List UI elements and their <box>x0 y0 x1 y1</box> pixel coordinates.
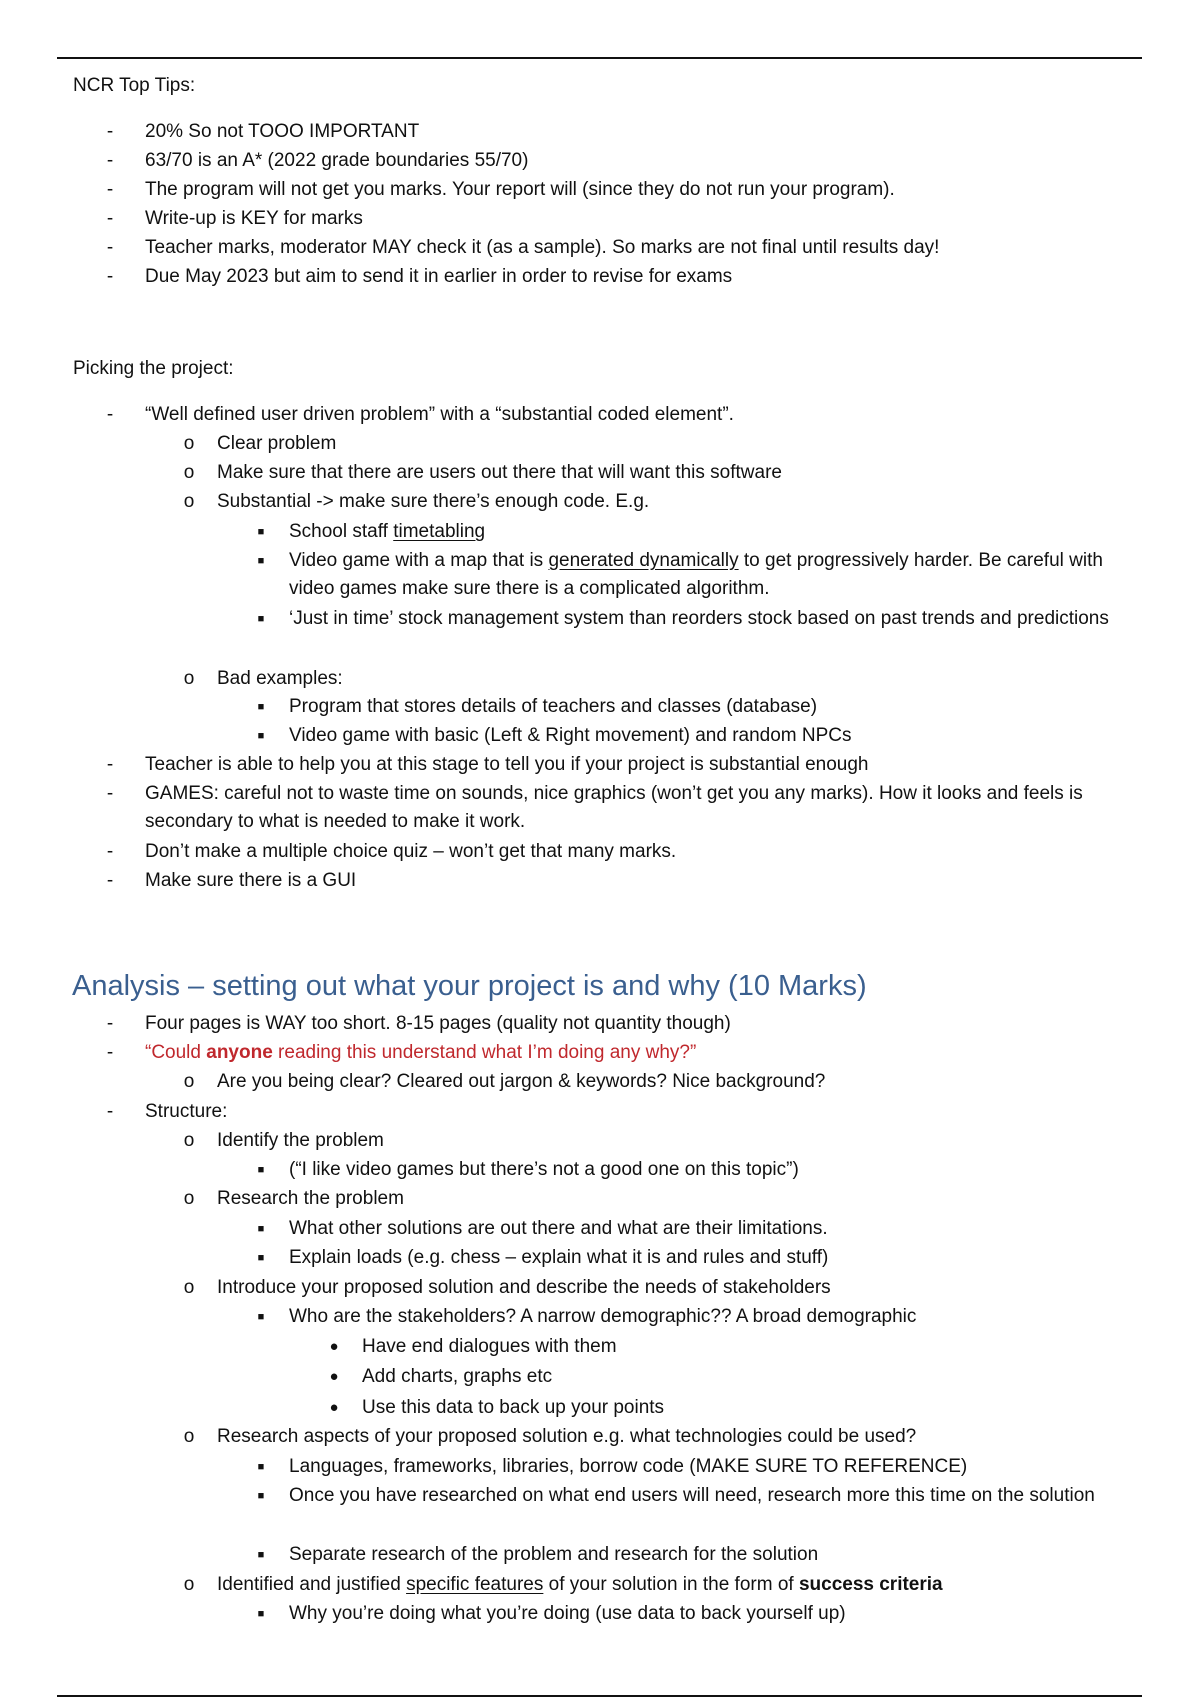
bullet-circle: o <box>183 1130 195 1151</box>
tip-item: Due May 2023 but aim to send it in earlier in order to revise for exams <box>145 266 733 287</box>
bullet-square: ■ <box>257 1164 265 1176</box>
tip-item: 20% So not TOOO IMPORTANT <box>145 121 420 142</box>
structure-subitem: (“I like video games but there’s not a good one on this topic”) <box>289 1159 799 1180</box>
structure-item: Identified and justified specific features of your solution in the form of success criteria <box>217 1574 943 1595</box>
analysis-item: Structure: <box>145 1101 228 1122</box>
bullet-dash: - <box>106 179 114 200</box>
structure-item: Identify the problem <box>217 1130 384 1151</box>
bullet-square: ■ <box>257 555 265 567</box>
stakeholder-item: Use this data to back up your points <box>362 1397 665 1418</box>
bullet-dash: - <box>106 841 114 862</box>
stakeholder-item: Have end dialogues with them <box>362 1336 617 1357</box>
bullet-dash: - <box>106 754 114 775</box>
analysis-quote: “Could anyone reading this understand what I’m doing any why?” <box>145 1042 697 1063</box>
bullet-square: ■ <box>257 1608 265 1620</box>
example-item: Video game with a map that is generated dynamically to get progressively harder. Be careful with video games make sure there is a complicated algorithm. <box>289 550 1103 599</box>
structure-subitem: Languages, frameworks, libraries, borrow code (MAKE SURE TO REFERENCE) <box>289 1456 968 1477</box>
bullet-circle: o <box>183 491 195 512</box>
bullet-circle: o <box>183 668 195 689</box>
structure-item: Introduce your proposed solution and describe the needs of stakeholders <box>217 1277 831 1298</box>
analysis-subitem: Are you being clear? Cleared out jargon & keywords? Nice background? <box>217 1071 826 1092</box>
bullet-square: ■ <box>257 1549 265 1561</box>
bullet-dot: ● <box>329 1399 339 1416</box>
structure-subitem: Why you’re doing what you’re doing (use data to back yourself up) <box>289 1603 846 1624</box>
picking-item: GAMES: careful not to waste time on sounds, nice graphics (won’t get you any marks). How it looks and feels is secondary to what is needed to make it work. <box>145 783 1083 832</box>
bullet-dash: - <box>106 783 114 804</box>
bullet-dash: - <box>106 150 114 171</box>
structure-subitem: Explain loads (e.g. chess – explain what it is and rules and stuff) <box>289 1247 829 1268</box>
analysis-heading: Analysis – setting out what your project is and why (10 Marks) <box>72 970 867 1002</box>
structure-item: Research aspects of your proposed solution e.g. what technologies could be used? <box>217 1426 917 1447</box>
structure-item: Research the problem <box>217 1188 404 1209</box>
bullet-circle: o <box>183 1188 195 1209</box>
bullet-circle: o <box>183 1277 195 1298</box>
analysis-item: Four pages is WAY too short. 8-15 pages (quality not quantity though) <box>145 1013 731 1034</box>
bad-example-item: Program that stores details of teachers and classes (database) <box>289 696 818 717</box>
bullet-square: ■ <box>257 526 265 538</box>
tip-item: The program will not get you marks. Your report will (since they do not run your program). <box>145 179 895 200</box>
picking-item: “Well defined user driven problem” with a “substantial coded element”. <box>145 404 734 425</box>
picking-item: Don’t make a multiple choice quiz – won’t get that many marks. <box>145 841 677 862</box>
stakeholder-item: Add charts, graphs etc <box>362 1366 553 1387</box>
bullet-dash: - <box>106 266 114 287</box>
picking-item: Make sure there is a GUI <box>145 870 357 891</box>
bullet-square: ■ <box>257 1311 265 1323</box>
bullet-dash: - <box>106 208 114 229</box>
bullet-square: ■ <box>257 1490 265 1502</box>
bullet-square: ■ <box>257 1252 265 1264</box>
bullet-square: ■ <box>257 1223 265 1235</box>
top-rule <box>57 57 1142 59</box>
bullet-circle: o <box>183 462 195 483</box>
bullet-dot: ● <box>329 1338 339 1355</box>
bottom-rule <box>57 1695 1142 1697</box>
tip-item: 63/70 is an A* (2022 grade boundaries 55/70) <box>145 150 529 171</box>
bullet-circle: o <box>183 1426 195 1447</box>
bullet-dash: - <box>106 121 114 142</box>
bullet-dot: ● <box>329 1368 339 1385</box>
bullet-dash: - <box>106 1101 114 1122</box>
example-item: School staff timetabling <box>289 521 486 542</box>
tips-title: NCR Top Tips: <box>73 75 196 96</box>
bullet-circle: o <box>183 433 195 454</box>
bullet-square: ■ <box>257 701 265 713</box>
picking-subitem: Make sure that there are users out there that will want this software <box>217 462 782 483</box>
picking-subitem: Clear problem <box>217 433 337 454</box>
bullet-dash: - <box>106 237 114 258</box>
bad-example-item: Video game with basic (Left & Right movement) and random NPCs <box>289 725 852 746</box>
example-item: ‘Just in time’ stock management system than reorders stock based on past trends and predictions <box>289 608 1109 629</box>
tip-item: Write-up is KEY for marks <box>145 208 363 229</box>
bad-examples-title: Bad examples: <box>217 668 343 689</box>
bullet-dash: - <box>106 1013 114 1034</box>
bullet-dash: - <box>106 1042 114 1063</box>
bullet-square: ■ <box>257 1461 265 1473</box>
picking-subitem: Substantial -> make sure there’s enough code. E.g. <box>217 491 650 512</box>
bullet-square: ■ <box>257 730 265 742</box>
structure-subitem: What other solutions are out there and what are their limitations. <box>289 1218 828 1239</box>
tip-item: Teacher marks, moderator MAY check it (as a sample). So marks are not final until results day! <box>145 237 940 258</box>
structure-subitem: Separate research of the problem and research for the solution <box>289 1544 819 1565</box>
bullet-circle: o <box>183 1574 195 1595</box>
picking-item: Teacher is able to help you at this stage to tell you if your project is substantial enough <box>145 754 869 775</box>
bullet-dash: - <box>106 870 114 891</box>
structure-subitem: Who are the stakeholders? A narrow demographic?? A broad demographic <box>289 1306 917 1327</box>
bullet-square: ■ <box>257 613 265 625</box>
bullet-circle: o <box>183 1071 195 1092</box>
structure-subitem: Once you have researched on what end users will need, research more this time on the solution <box>289 1485 1095 1506</box>
bullet-dash: - <box>106 404 114 425</box>
picking-title: Picking the project: <box>73 358 234 379</box>
